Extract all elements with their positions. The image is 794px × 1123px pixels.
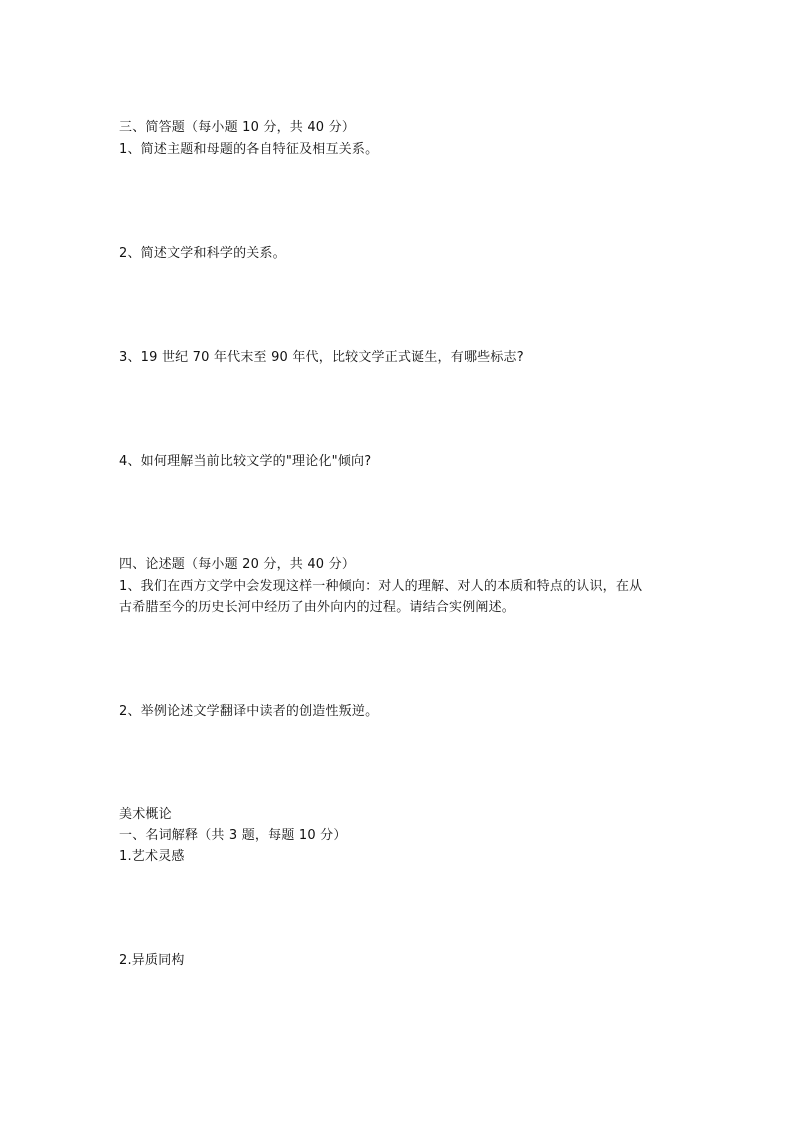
art-question-1: 1.艺术灵感 [119,849,185,864]
section-4-question-1-line-2: 古希腊至今的历史长河中经历了由外向内的过程。请结合实例阐述。 [119,600,516,615]
section-3-heading: 三、简答题（每小题 10 分，共 40 分） [119,120,356,135]
section-4-question-2: 2、举例论述文学翻译中读者的创造性叛逆。 [119,704,379,719]
section-3-question-3: 3、19 世纪 70 年代末至 90 年代，比较文学正式诞生，有哪些标志? [119,350,524,365]
art-section-title: 美术概论 [119,807,172,822]
section-3-question-1: 1、简述主题和母题的各自特征及相互关系。 [119,142,379,157]
section-4-heading: 四、论述题（每小题 20 分，共 40 分） [119,557,356,572]
section-4-question-1-line-1: 1、我们在西方文学中会发现这样一种倾向：对人的理解、对人的本质和特点的认识，在从 [119,579,643,594]
section-3-question-4: 4、如何理解当前比较文学的"理论化"倾向? [119,454,372,469]
art-section-heading: 一、名词解释（共 3 题，每题 10 分） [119,828,347,843]
art-question-2: 2.异质同构 [119,953,185,968]
section-3-question-2: 2、简述文学和科学的关系。 [119,246,286,261]
